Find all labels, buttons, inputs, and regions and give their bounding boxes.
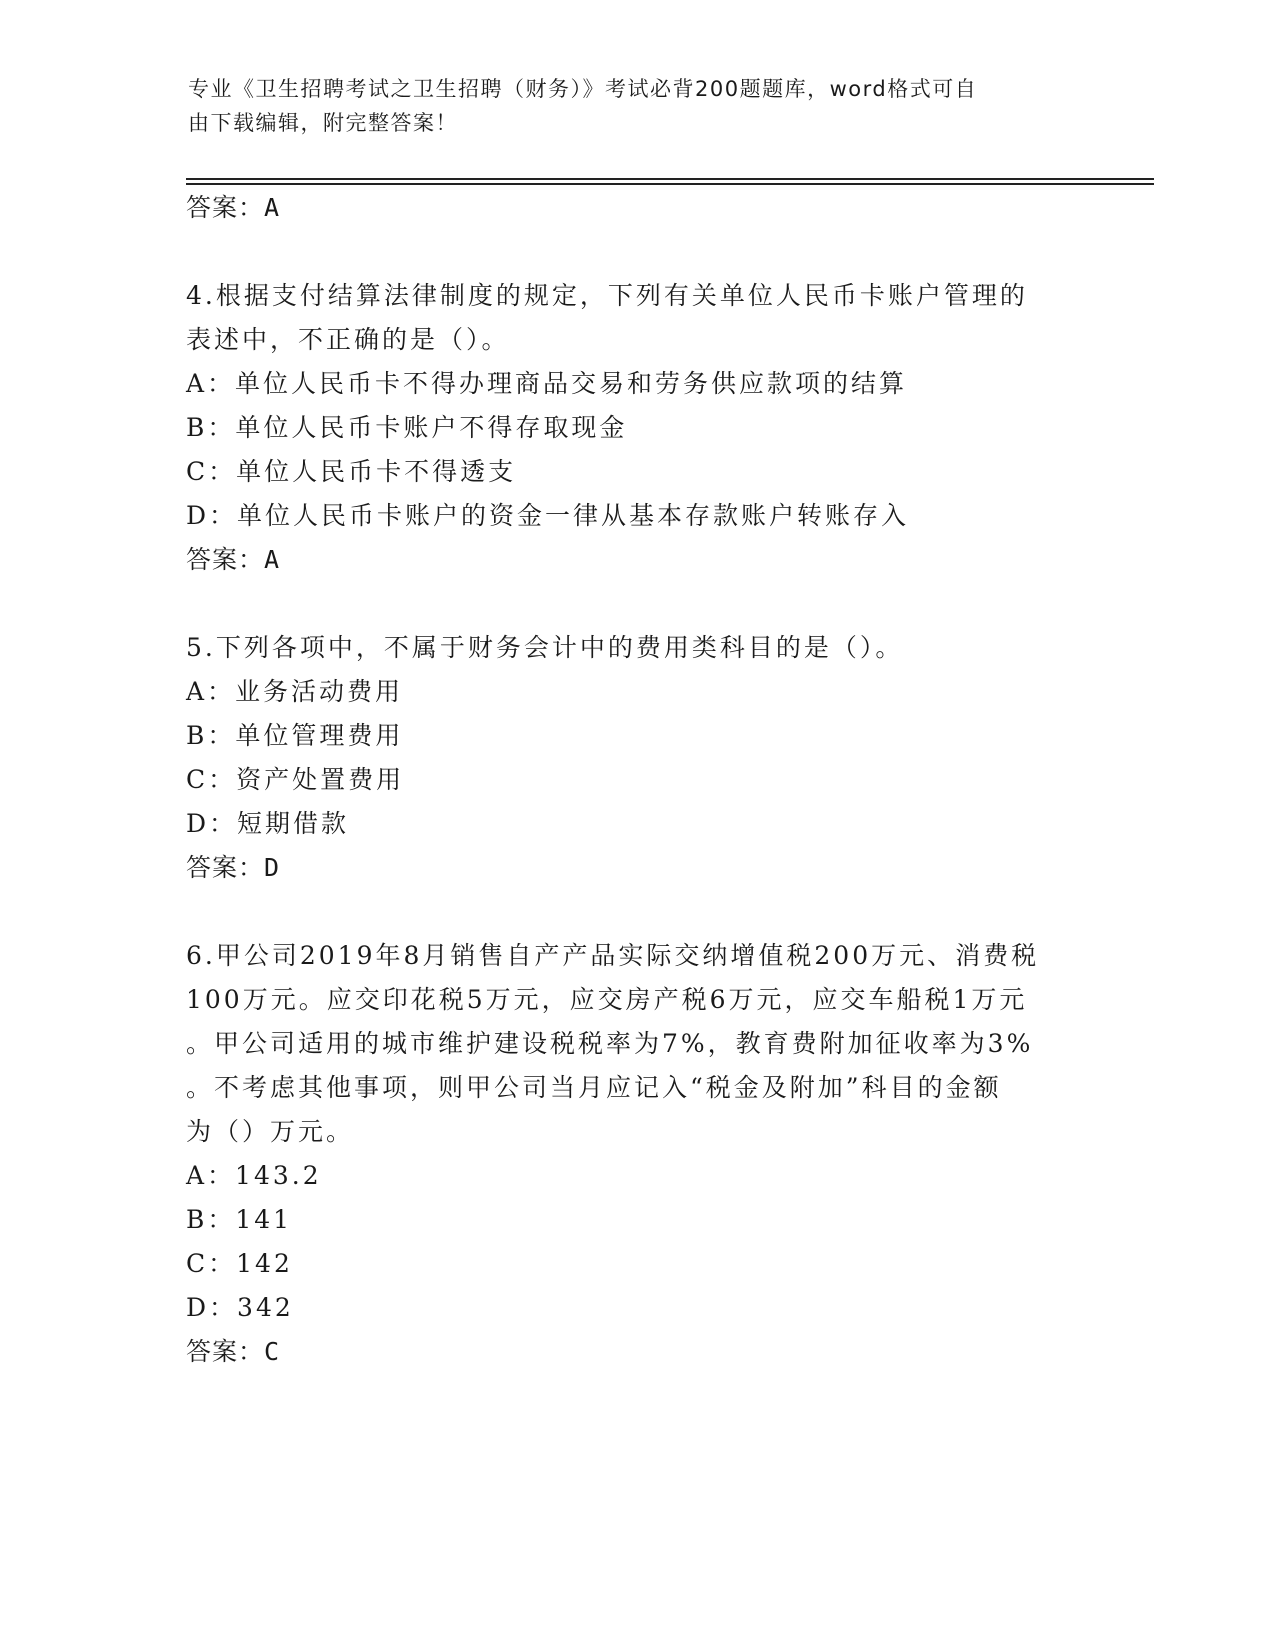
question-4-option-a: A：单位人民币卡不得办理商品交易和劳务供应款项的结算 [186,369,908,398]
question-5-answer [186,848,280,884]
answer-label: 答案： [186,545,265,574]
header-rule-bottom [186,183,1154,185]
question-5-option-d: D：短期借款 [186,809,350,838]
answer-value: D [264,853,281,882]
question-4-option-d: D：单位人民币卡账户的资金一律从基本存款账户转账存入 [186,501,910,530]
question-4-option-c: C：单位人民币卡不得透支 [186,457,517,486]
question-6-stem-line-1: 6.甲公司2019年8月销售自产产品实际交纳增值税200万元、消费税 [186,941,1040,970]
question-6-option-d: D：342 [186,1293,294,1322]
question-5-stem-line-1: 5.下列各项中，不属于财务会计中的费用类科目的是（）。 [186,633,904,662]
question-5-option-b: B：单位管理费用 [186,721,404,750]
question-6-option-c: C：142 [186,1249,293,1278]
question-5-option-c: C：资产处置费用 [186,765,405,794]
header-line-2: 由下载编辑，附完整答案！ [188,111,458,135]
question-6-stem-line-4: 。不考虑其他事项，则甲公司当月应记入“税金及附加”科目的金额 [186,1073,1002,1102]
answer-label: 答案： [186,853,265,882]
question-6-stem-line-5: 为（）万元。 [186,1117,355,1146]
header-rule-top [186,178,1154,180]
question-6-stem-line-2: 100万元。应交印花税5万元，应交房产税6万元，应交车船税1万元 [186,985,1028,1014]
header-line-1: 专业《卫生招聘考试之卫生招聘（财务）》考试必背200题题库，word格式可自 [188,77,978,101]
question-4-option-b: B：单位人民币卡账户不得存取现金 [186,413,628,442]
question-5-option-a: A：业务活动费用 [186,677,404,706]
document-header [188,72,1088,140]
question-6-option-a: A：143.2 [186,1161,322,1190]
question-4-stem-line-1: 4.根据支付结算法律制度的规定，下列有关单位人民币卡账户管理的 [186,281,1028,310]
question-4-stem-line-2: 表述中，不正确的是（）。 [186,325,510,354]
previous-answer [186,188,280,224]
answer-value: A [264,545,281,574]
answer-label: 答案： [186,193,265,222]
question-6-option-b: B：141 [186,1205,293,1234]
question-4-answer [186,540,280,576]
answer-label: 答案： [186,1337,265,1366]
answer-value: A [264,193,281,222]
question-6-answer [186,1332,280,1368]
answer-value: C [264,1337,281,1366]
question-6-stem-line-3: 。甲公司适用的城市维护建设税税率为7%，教育费附加征收率为3% [186,1029,1034,1058]
